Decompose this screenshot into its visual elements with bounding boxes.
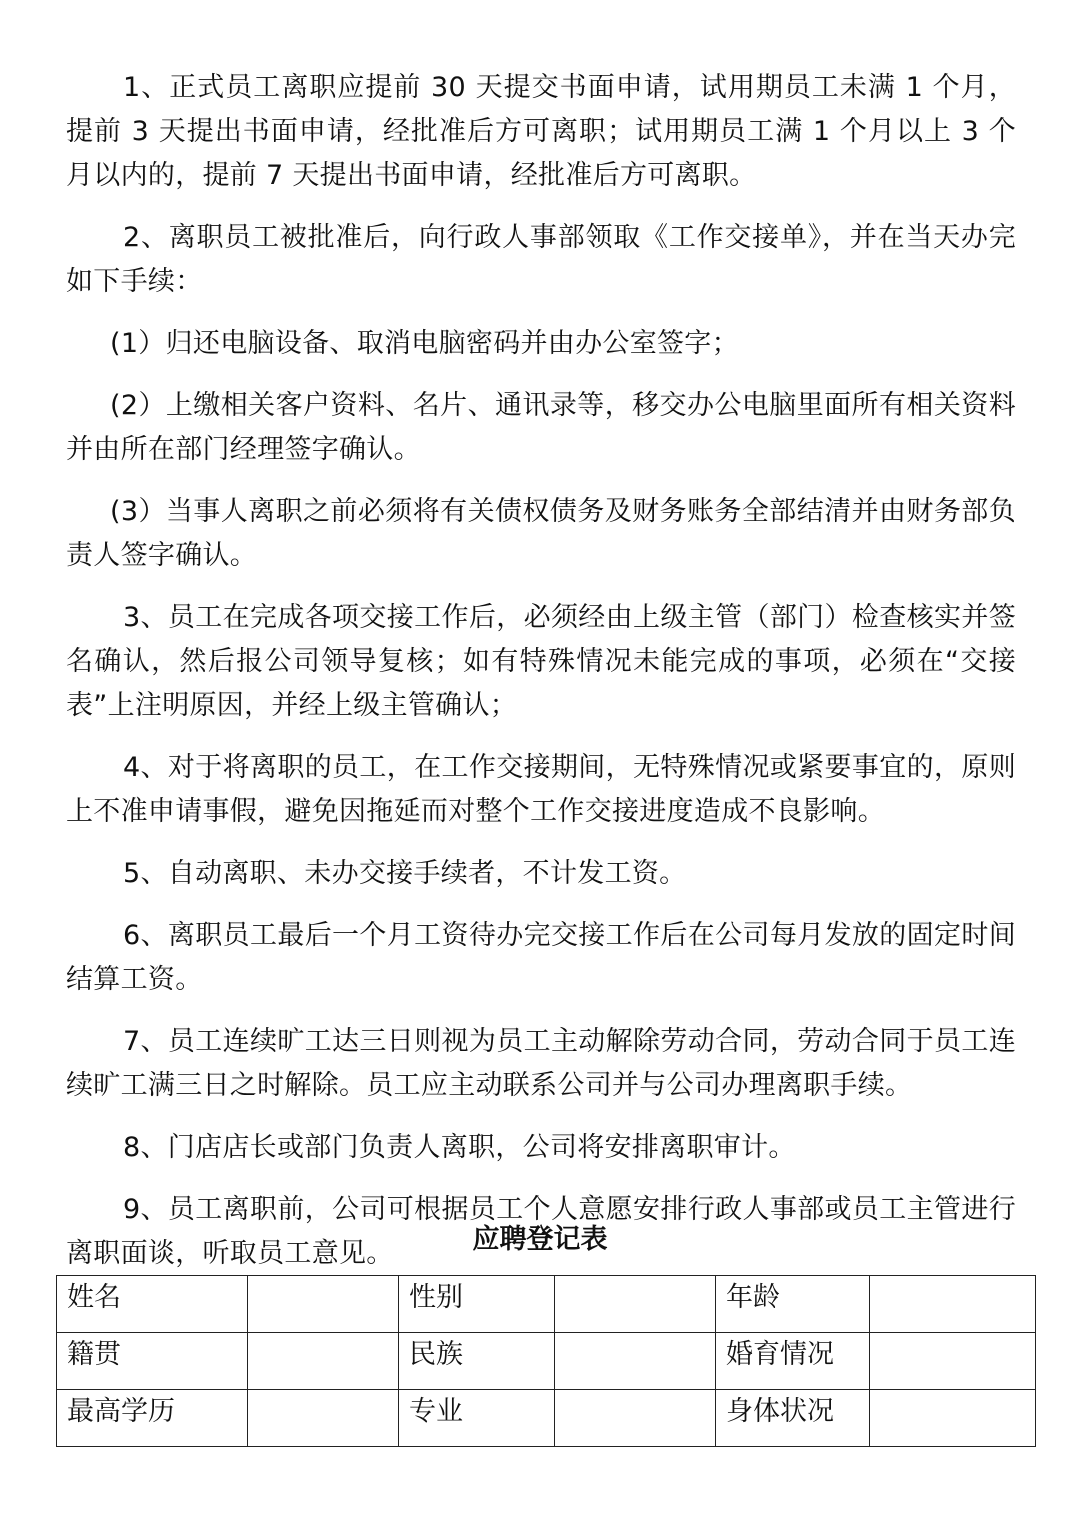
table-row [57,1333,1036,1390]
rule-paragraph: 1、正式员工离职应提前 30 天提交书面申请，试用期员工未满 1 个月，提前 3 天提出书面申请，经批准后方可离职；试用期员工满 1 个月以上 3 个月以内的，提前 7 天提出书面申请，经批准后方可离职。 [66,72,1016,191]
table-row [57,1276,1036,1333]
field-value-marital-status[interactable] [870,1333,1036,1390]
rule-subitem: (2）上缴相关客户资料、名片、通讯录等，移交办公电脑里面所有相关资料并由所在部门经理签字确认。 [66,390,1016,465]
rule-paragraph: 5、自动离职、未办交接手续者，不计发工资。 [123,858,687,889]
field-label-health: 身体状况 [716,1390,870,1447]
field-value-age[interactable] [870,1276,1036,1333]
field-label-education: 最高学历 [57,1390,248,1447]
field-label-major: 专业 [399,1390,555,1447]
table-row [57,1390,1036,1447]
field-value-major[interactable] [555,1390,716,1447]
rule-paragraph: 9、员工离职前，公司可根据员工个人意愿安排行政人事部或员工主管进行离职面谈，听取员工意见。 [66,1194,1016,1269]
field-value-health[interactable] [870,1390,1036,1447]
rule-paragraph: 3、员工在完成各项交接工作后，必须经由上级主管（部门）检查核实并签名确认，然后报公司领导复核；如有特殊情况未能完成的事项，必须在“交接表”上注明原因，并经上级主管确认； [66,602,1016,721]
field-label-name: 姓名 [57,1276,248,1333]
field-value-name[interactable] [248,1276,399,1333]
field-label-native-place: 籍贯 [57,1333,248,1390]
field-value-native-place[interactable] [248,1333,399,1390]
field-value-ethnicity[interactable] [555,1333,716,1390]
rule-paragraph: 2、离职员工被批准后，向行政人事部领取《工作交接单》，并在当天办完如下手续： [66,222,1016,297]
field-value-education[interactable] [248,1390,399,1447]
application-form-table [56,1275,1036,1447]
field-value-gender[interactable] [555,1276,716,1333]
field-label-age: 年龄 [716,1276,870,1333]
form-title: 应聘登记表 [472,1224,608,1255]
field-label-gender: 性别 [399,1276,555,1333]
rule-paragraph: 4、对于将离职的员工，在工作交接期间，无特殊情况或紧要事宜的，原则上不准申请事假，避免因拖延而对整个工作交接进度造成不良影响。 [66,752,1016,827]
rule-paragraph: 6、离职员工最后一个月工资待办完交接工作后在公司每月发放的固定时间结算工资。 [66,920,1016,995]
rule-subitem: (3）当事人离职之前必须将有关债权债务及财务账务全部结清并由财务部负责人签字确认。 [66,496,1016,571]
field-label-ethnicity: 民族 [399,1333,555,1390]
resignation-rules [66,66,1016,1294]
rule-paragraph: 7、员工连续旷工达三日则视为员工主动解除劳动合同，劳动合同于员工连续旷工满三日之时解除。员工应主动联系公司并与公司办理离职手续。 [66,1026,1016,1101]
rule-subitem: (1）归还电脑设备、取消电脑密码并由办公室签字； [110,328,739,359]
field-label-marital-status: 婚育情况 [716,1333,870,1390]
rule-paragraph: 8、门店店长或部门负责人离职，公司将安排离职审计。 [123,1132,796,1163]
